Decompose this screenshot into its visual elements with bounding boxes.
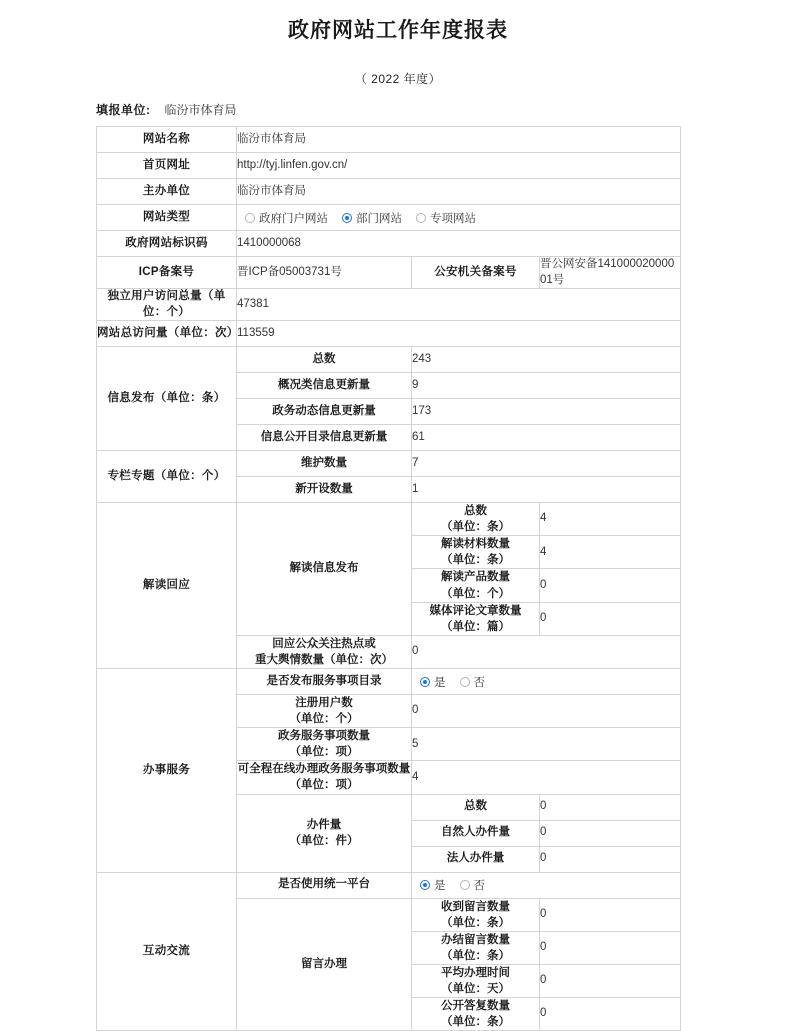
table-row <box>97 127 681 153</box>
interaction-platform-option-yes[interactable] <box>420 877 446 893</box>
interaction-platform-label: 是否使用统一平台 <box>237 872 412 898</box>
info-publish-item-name: 政务动态信息更新量 <box>237 399 412 425</box>
services-volume-item-name: 自然人办件量 <box>412 820 540 846</box>
site-type-option-department[interactable] <box>342 210 402 226</box>
site-type-option-label: 部门网站 <box>356 212 402 225</box>
interpretation-item-value: 4 <box>540 536 681 569</box>
interpretation-item-name-line2: （单位：条） <box>441 554 510 567</box>
site-name-label: 网站名称 <box>97 127 237 153</box>
interpretation-item-name <box>412 536 540 569</box>
page-title: 政府网站工作年度报表 <box>288 19 508 42</box>
total-visits-label: 网站总访问量（单位：次） <box>97 321 237 347</box>
info-publish-item-name: 概况类信息更新量 <box>237 373 412 399</box>
table-row <box>97 231 681 257</box>
interpretation-response-label-line2: 重大舆情数量（单位：次） <box>255 653 393 666</box>
info-publish-item-value: 243 <box>412 347 681 373</box>
services-catalog-option-yes[interactable] <box>420 674 446 690</box>
site-type-options <box>237 205 681 231</box>
services-volume-item-value: 0 <box>540 846 681 872</box>
info-publish-item-name: 信息公开目录信息更新量 <box>237 425 412 451</box>
services-catalog-option-no[interactable] <box>460 674 486 690</box>
table-row <box>97 872 681 898</box>
services-item-name-line1: 政务服务事项数量 <box>278 730 370 743</box>
reporter-row <box>0 101 796 126</box>
interpretation-response-label-line1: 回应公众关注热点或 <box>272 637 376 650</box>
interaction-message-item-value: 0 <box>540 931 681 964</box>
interaction-message-label: 留言办理 <box>237 898 412 1031</box>
interaction-message-item-value: 0 <box>540 964 681 997</box>
interaction-message-item-name-line2: （单位：条） <box>441 916 510 929</box>
info-publish-item-value: 173 <box>412 399 681 425</box>
radio-icon[interactable] <box>420 677 430 687</box>
interpretation-response-value: 0 <box>412 635 681 668</box>
interaction-platform-options <box>412 872 681 898</box>
info-publish-label: 信息发布（单位：条） <box>97 347 237 451</box>
services-item-value: 0 <box>412 695 681 728</box>
police-record-label: 公安机关备案号 <box>412 257 540 289</box>
icp-label: ICP备案号 <box>97 257 237 289</box>
interpretation-item-value: 0 <box>540 602 681 635</box>
radio-icon[interactable] <box>460 880 470 890</box>
interaction-message-item-name-line2: （单位：条） <box>441 1016 510 1029</box>
interaction-label: 互动交流 <box>97 872 237 1031</box>
home-url-label: 首页网址 <box>97 153 237 179</box>
services-item-value: 4 <box>412 761 681 794</box>
table-row <box>97 179 681 205</box>
site-type-option-special[interactable] <box>416 210 476 226</box>
info-publish-item-value: 9 <box>412 373 681 399</box>
table-row <box>97 153 681 179</box>
columns-topics-item-value: 7 <box>412 451 681 477</box>
services-catalog-option-label: 否 <box>473 676 485 689</box>
table-row <box>97 669 681 695</box>
services-volume-item-value: 0 <box>540 820 681 846</box>
interaction-message-item-name <box>412 898 540 931</box>
services-item-name-line1: 可全程在线办理政务服务事项数量 <box>237 763 411 776</box>
services-item-name-line1: 注册用户数 <box>295 697 353 709</box>
services-item-name <box>237 695 412 728</box>
interaction-message-item-name <box>412 931 540 964</box>
radio-icon[interactable] <box>342 213 352 223</box>
interpretation-item-value: 4 <box>540 503 681 536</box>
interaction-message-item-name-line2: （单位：天） <box>441 983 510 996</box>
interpretation-item-value: 0 <box>540 569 681 602</box>
interpretation-item-name <box>412 503 540 536</box>
radio-icon[interactable] <box>420 880 430 890</box>
report-year-subtitle: （ 2022 年度） <box>354 72 442 86</box>
table-row <box>97 289 681 321</box>
interpretation-item-name-line2: （单位：个） <box>441 587 510 600</box>
columns-topics-item-name: 新开设数量 <box>237 477 412 503</box>
interaction-platform-option-label: 否 <box>473 880 485 893</box>
interaction-message-item-name-line2: （单位：条） <box>441 949 510 962</box>
interaction-message-item-value: 0 <box>540 898 681 931</box>
interpretation-label: 解读回应 <box>97 503 237 669</box>
reporter-label: 填报单位: <box>96 103 151 117</box>
annual-report-table <box>96 126 681 1031</box>
table-row <box>97 347 681 373</box>
home-url-value[interactable]: http://tyj.linfen.gov.cn/ <box>237 153 681 179</box>
info-publish-item-value: 61 <box>412 425 681 451</box>
reporter-value: 临汾市体育局 <box>164 103 237 117</box>
services-volume-item-name: 法人办件量 <box>412 846 540 872</box>
interpretation-publish-label: 解读信息发布 <box>237 503 412 636</box>
radio-icon[interactable] <box>460 677 470 687</box>
table-row <box>97 257 681 289</box>
interpretation-item-name-line1: 解读产品数量 <box>441 571 510 584</box>
interaction-message-item-name-line1: 办结留言数量 <box>441 933 510 946</box>
unique-visitors-value: 47381 <box>237 289 681 321</box>
icp-value: 晋ICP备05003731号 <box>237 257 412 289</box>
interaction-message-item-name-line1: 收到留言数量 <box>441 900 510 913</box>
services-volume-label <box>237 794 412 872</box>
columns-topics-item-name: 维护数量 <box>237 451 412 477</box>
table-row <box>97 205 681 231</box>
interaction-platform-option-label: 是 <box>434 880 446 893</box>
interaction-message-item-name <box>412 998 540 1031</box>
radio-icon[interactable] <box>245 213 255 223</box>
services-item-name-line2: （单位：个） <box>289 713 359 726</box>
site-type-option-label: 专项网站 <box>430 212 476 225</box>
owner-value: 临汾市体育局 <box>237 179 681 205</box>
interaction-message-item-name-line1: 平均办理时间 <box>441 966 510 979</box>
interpretation-item-name <box>412 602 540 635</box>
site-id-label: 政府网站标识码 <box>97 231 237 257</box>
interaction-platform-option-no[interactable] <box>460 877 486 893</box>
services-catalog-options <box>412 669 681 695</box>
interpretation-item-name-line1: 媒体评论文章数量 <box>429 604 522 617</box>
services-item-name-line2: （单位：项） <box>289 779 359 792</box>
interpretation-response-label <box>237 635 412 668</box>
services-volume-label-line1: 办件量 <box>306 818 342 831</box>
services-item-value: 5 <box>412 728 681 761</box>
services-item-name-line2: （单位：项） <box>289 746 359 759</box>
total-visits-value: 113559 <box>237 321 681 347</box>
owner-label: 主办单位 <box>97 179 237 205</box>
interaction-message-item-name <box>412 964 540 997</box>
site-type-option-portal[interactable] <box>245 210 328 226</box>
table-row <box>97 503 681 536</box>
services-volume-item-name: 总数 <box>412 794 540 820</box>
interaction-message-item-value: 0 <box>540 998 681 1031</box>
police-record-value: 晋公网安备14100002000001号 <box>540 257 681 289</box>
interpretation-item-name-line1: 解读材料数量 <box>441 538 510 551</box>
site-type-option-label: 政府门户网站 <box>259 212 328 225</box>
interpretation-item-name-line1: 总数 <box>464 505 487 518</box>
interpretation-item-name <box>412 569 540 602</box>
unique-visitors-label: 独立用户访问总量（单位：个） <box>97 289 237 321</box>
interpretation-item-name-line2: （单位：篇） <box>441 620 510 633</box>
table-row <box>97 451 681 477</box>
radio-icon[interactable] <box>416 213 426 223</box>
site-id-value: 1410000068 <box>237 231 681 257</box>
columns-topics-label: 专栏专题（单位：个） <box>97 451 237 503</box>
services-catalog-option-label: 是 <box>434 676 446 689</box>
services-volume-label-line2: （单位：件） <box>289 835 359 848</box>
site-name-value: 临汾市体育局 <box>237 127 681 153</box>
services-item-name <box>237 761 412 794</box>
info-publish-item-name: 总数 <box>237 347 412 373</box>
table-row <box>97 321 681 347</box>
site-type-label: 网站类型 <box>97 205 237 231</box>
services-label: 办事服务 <box>97 669 237 873</box>
services-catalog-label: 是否发布服务事项目录 <box>237 669 412 695</box>
columns-topics-item-value: 1 <box>412 477 681 503</box>
services-volume-item-value: 0 <box>540 794 681 820</box>
services-item-name <box>237 728 412 761</box>
interpretation-item-name-line2: （单位：条） <box>441 521 510 534</box>
interaction-message-item-name-line1: 公开答复数量 <box>441 1000 510 1013</box>
